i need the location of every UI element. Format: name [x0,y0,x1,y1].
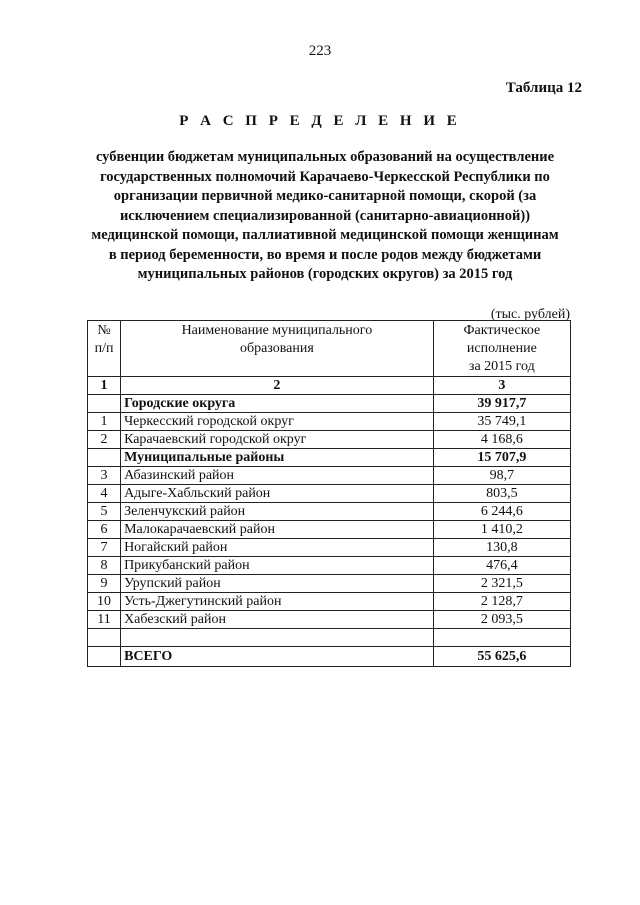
subtitle-line: медицинской помощи, паллиативной медицинской помощи женщинам [91,227,559,243]
header-value-line: Фактическое [463,323,541,338]
column-index-cell: 2 [121,377,434,395]
subtitle-line: субвенции бюджетам муниципальных образований на осуществление [95,149,555,165]
row-value-cell: 2 128,7 [433,593,570,611]
row-name-cell: Прикубанский район [121,557,434,575]
spacer-row [88,629,571,647]
row-name-cell: Муниципальные районы [121,449,434,467]
subtitle-line: муниципальных районов (городских округов) за 2015 год [137,266,513,282]
row-number-cell [88,395,121,413]
row-name-cell: Абазинский район [121,467,434,485]
subtitle-line: в период беременности, во время и после родов между бюджетами [108,246,542,263]
subtitle-line: исключением специализированной (санитарно-авиационной)) [119,207,531,224]
row-value-cell: 98,7 [433,467,570,485]
table-row [88,539,571,557]
row-number-cell: 4 [88,485,121,503]
row-name-cell: Малокарачаевский район [121,521,434,539]
row-value-cell: 2 093,5 [433,611,570,629]
row-number-cell [88,449,121,467]
column-index-cell: 1 [88,377,121,395]
row-value-cell: 6 244,6 [433,503,570,521]
total-row [88,647,571,667]
row-value-cell: 15 707,9 [433,449,570,467]
row-number-cell: 10 [88,593,121,611]
header-num-line: п/п [94,341,114,356]
group-row [88,395,571,413]
row-name-cell: Зеленчукский район [121,503,434,521]
table-row [88,503,571,521]
row-name-cell: ВСЕГО [121,647,434,667]
row-number-cell: 1 [88,413,121,431]
row-value-cell: 2 321,5 [433,575,570,593]
row-number-cell: 2 [88,431,121,449]
row-name-cell: Хабезский район [121,611,434,629]
header-value-line: за 2015 год [468,359,535,374]
row-number-cell [88,629,121,647]
row-number-cell: 8 [88,557,121,575]
header-name-line: Наименование муниципального [181,323,373,338]
table-row [88,593,571,611]
row-name-cell: Усть-Джегутинский район [121,593,434,611]
row-value-cell: 35 749,1 [433,413,570,431]
header-name-line: образования [239,341,314,356]
row-value-cell: 130,8 [433,539,570,557]
table-label: Таблица 12 [505,80,582,96]
group-row [88,449,571,467]
header-value [433,321,570,377]
table-header-row [88,321,571,377]
row-number-cell: 5 [88,503,121,521]
unit-label: (тыс. рублей) [490,307,570,322]
column-index-row [88,377,571,395]
row-value-cell: 55 625,6 [433,647,570,667]
row-value-cell: 1 410,2 [433,521,570,539]
header-value-line: исполнение [466,341,537,356]
row-number-cell: 11 [88,611,121,629]
header-num [88,321,121,377]
row-number-cell: 9 [88,575,121,593]
row-name-cell: Городские округа [121,395,434,413]
column-index-cell: 3 [433,377,570,395]
subtitle-line: государственных полномочий Карачаево-Черкесской Республики по [100,168,550,185]
row-name-cell: Карачаевский городской округ [121,431,434,449]
row-number-cell: 7 [88,539,121,557]
distribution-table [87,320,571,667]
row-value-cell: 476,4 [433,557,570,575]
row-number-cell: 3 [88,467,121,485]
document-title: Р А С П Р Е Д Е Л Е Н И Е [179,113,461,129]
row-name-cell: Урупский район [121,575,434,593]
row-value-cell: 4 168,6 [433,431,570,449]
page-number: 223 [308,43,332,59]
row-name-cell: Черкесский городской округ [121,413,434,431]
document-subtitle [80,148,570,285]
row-value-cell [433,629,570,647]
row-number-cell: 6 [88,521,121,539]
table-row [88,413,571,431]
row-value-cell: 803,5 [433,485,570,503]
table-row [88,485,571,503]
table-row [88,611,571,629]
row-value-cell: 39 917,7 [433,395,570,413]
row-name-cell: Адыге-Хабльский район [121,485,434,503]
table-row [88,431,571,449]
row-number-cell [88,647,121,667]
table-row [88,521,571,539]
row-name-cell [121,629,434,647]
table-row [88,467,571,485]
table-row [88,575,571,593]
header-name [121,321,434,377]
table-row [88,557,571,575]
row-name-cell: Ногайский район [121,539,434,557]
header-num-line: № [97,323,111,338]
subtitle-line: организации первичной медико-санитарной помощи, скорой (за [113,188,537,204]
